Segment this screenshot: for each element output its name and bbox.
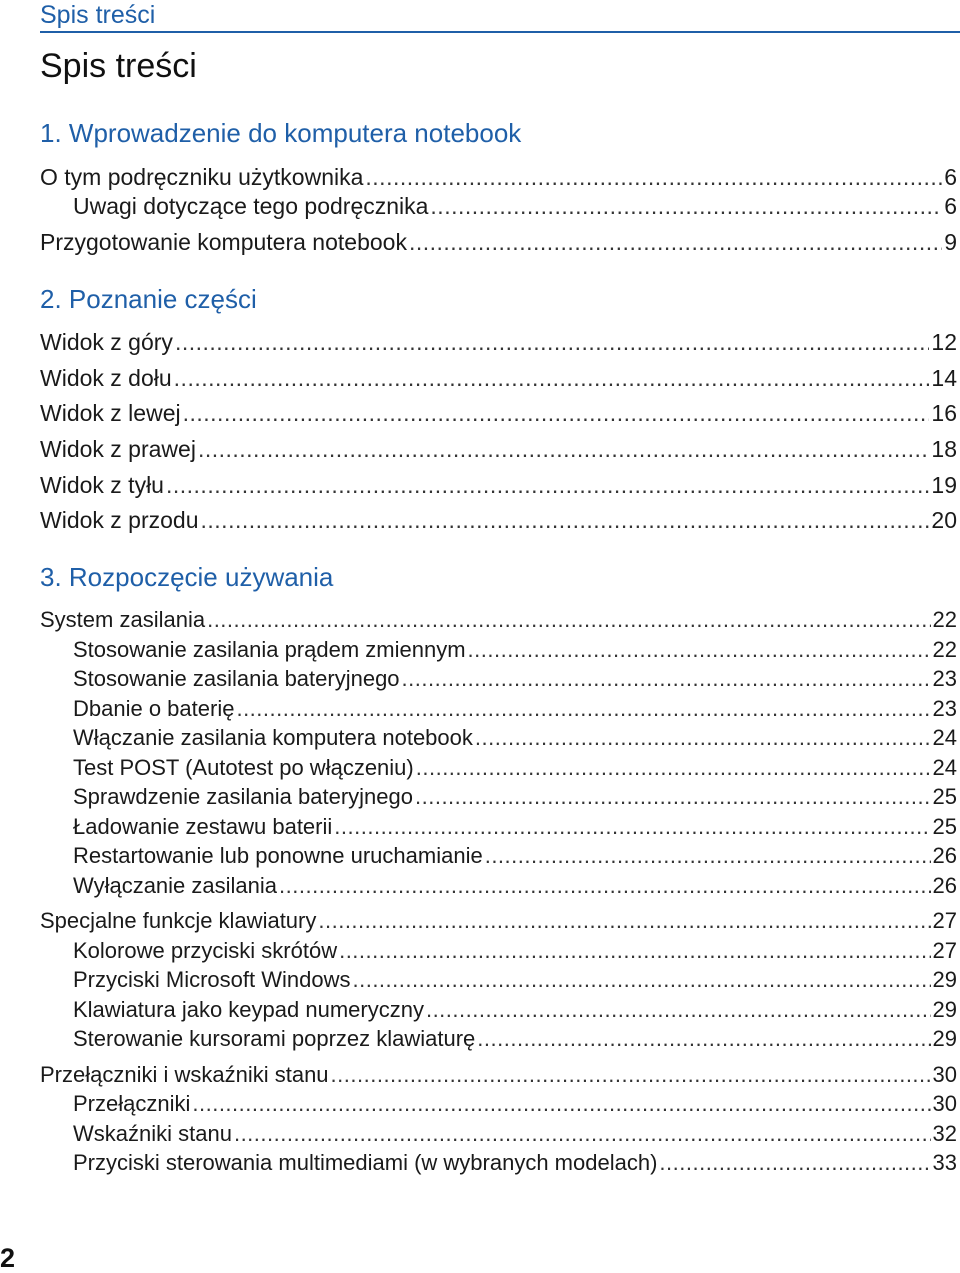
toc-entry-title: Sterowanie kursorami poprzez klawiaturę <box>73 1026 476 1051</box>
toc-entry-page: 6 <box>944 164 957 190</box>
toc-entry[interactable] <box>73 843 957 869</box>
toc-entry-title: Przygotowanie komputera notebook <box>40 229 407 255</box>
toc-entry-page: 20 <box>931 507 957 533</box>
toc-entry-page: 27 <box>932 938 957 963</box>
toc-leader <box>415 784 931 810</box>
toc-entry[interactable] <box>40 365 957 391</box>
toc-leader <box>234 1121 931 1147</box>
toc-leader <box>201 507 930 533</box>
toc-entry-title: Widok z góry <box>40 329 173 355</box>
toc-leader <box>174 365 930 391</box>
toc-entry[interactable] <box>40 472 957 498</box>
toc-entry-page: 23 <box>932 696 957 721</box>
toc-entry-page: 14 <box>931 365 957 391</box>
toc-leader <box>659 1150 930 1176</box>
section-heading-2[interactable]: 2. Poznanie części <box>40 284 257 314</box>
toc-leader <box>183 400 930 426</box>
toc-entry-title: Ładowanie zestawu baterii <box>73 814 333 839</box>
toc-entry[interactable] <box>40 908 957 934</box>
toc-leader <box>468 637 931 663</box>
toc-leader <box>279 873 931 899</box>
toc-entry[interactable] <box>73 1091 957 1117</box>
toc-leader <box>334 814 930 840</box>
toc-entry[interactable] <box>73 725 957 751</box>
toc-entry[interactable] <box>73 814 957 840</box>
toc-entry[interactable] <box>40 1062 957 1088</box>
toc-entry-page: 29 <box>932 997 957 1022</box>
toc-entry-page: 22 <box>932 637 957 662</box>
toc-leader <box>192 1091 930 1117</box>
toc-leader <box>416 755 931 781</box>
toc-leader <box>477 1026 930 1052</box>
toc-entry-title: Kolorowe przyciski skrótów <box>73 938 338 963</box>
toc-entry[interactable] <box>40 607 957 633</box>
toc-entry-page: 30 <box>932 1091 957 1116</box>
toc-entry-title: Widok z dołu <box>40 365 172 391</box>
toc-entry[interactable] <box>73 997 957 1023</box>
toc-entry-title: Przyciski sterowania multimediami (w wybranych modelach) <box>73 1150 658 1175</box>
toc-entry-title: Dbanie o baterię <box>73 696 235 721</box>
toc-entry-page: 27 <box>932 908 957 933</box>
page-number: 2 <box>0 1243 16 1273</box>
toc-entry-page: 33 <box>932 1150 957 1175</box>
toc-entry-title: Przełączniki <box>73 1091 191 1116</box>
page-title: Spis treści <box>40 47 197 85</box>
toc-entry-title: Wskaźniki stanu <box>73 1121 232 1146</box>
toc-entry-title: Restartowanie lub ponowne uruchamianie <box>73 843 483 868</box>
toc-entry[interactable] <box>73 938 957 964</box>
toc-entry-title: System zasilania <box>40 607 206 632</box>
toc-entry[interactable] <box>73 193 957 219</box>
toc-entry-page: 24 <box>932 725 957 750</box>
toc-entry-title: Klawiatura jako keypad numeryczny <box>73 997 424 1022</box>
toc-leader <box>352 967 930 993</box>
toc-leader <box>430 193 942 219</box>
toc-entry-page: 25 <box>932 814 957 839</box>
section-heading-1[interactable]: 1. Wprowadzenie do komputera notebook <box>40 118 522 148</box>
toc-entry-title: Specjalne funkcje klawiatury <box>40 908 317 933</box>
toc-leader <box>175 329 929 355</box>
toc-entry-page: 29 <box>932 1026 957 1051</box>
toc-entry-page: 18 <box>931 436 957 462</box>
toc-entry-title: Sprawdzenie zasilania bateryjnego <box>73 784 413 809</box>
toc-entry-title: Włączanie zasilania komputera notebook <box>73 725 473 750</box>
toc-entry-title: Przełączniki i wskaźniki stanu <box>40 1062 329 1087</box>
toc-entry[interactable] <box>73 637 957 663</box>
toc-leader <box>207 607 930 633</box>
toc-entry-page: 30 <box>932 1062 957 1087</box>
toc-entry-title: Stosowanie zasilania prądem zmiennym <box>73 637 466 662</box>
toc-entry[interactable] <box>40 229 957 255</box>
toc-entry-page: 9 <box>944 229 957 255</box>
running-header: Spis treści <box>40 1 156 29</box>
toc-entry-title: Widok z prawej <box>40 436 196 462</box>
toc-leader <box>318 908 930 934</box>
toc-entry[interactable] <box>73 873 957 899</box>
toc-entry[interactable] <box>40 164 957 190</box>
toc-entry[interactable] <box>40 329 957 355</box>
toc-entry[interactable] <box>73 784 957 810</box>
toc-entry-title: Przyciski Microsoft Windows <box>73 967 351 992</box>
toc-leader <box>475 725 931 751</box>
toc-entry-page: 23 <box>932 666 957 691</box>
section-heading-3[interactable]: 3. Rozpoczęcie używania <box>40 562 334 592</box>
toc-entry-page: 24 <box>932 755 957 780</box>
toc-entry[interactable] <box>40 400 957 426</box>
toc-entry-page: 16 <box>931 400 957 426</box>
toc-leader <box>339 938 930 964</box>
toc-leader <box>409 229 942 255</box>
toc-leader <box>166 472 929 498</box>
toc-entry-page: 32 <box>932 1121 957 1146</box>
toc-entry[interactable] <box>73 755 957 781</box>
toc-entry[interactable] <box>73 696 957 722</box>
toc-entry-page: 26 <box>932 873 957 898</box>
toc-leader <box>426 997 931 1023</box>
toc-entry-title: Widok z tyłu <box>40 472 164 498</box>
toc-entry-page: 6 <box>944 193 957 219</box>
toc-leader <box>365 164 942 190</box>
toc-entry[interactable] <box>73 1121 957 1147</box>
toc-entry-title: Test POST (Autotest po włączeniu) <box>73 755 414 780</box>
toc-entry-page: 29 <box>932 967 957 992</box>
toc-entry[interactable] <box>40 436 957 462</box>
toc-entry-page: 25 <box>932 784 957 809</box>
toc-entry[interactable] <box>73 1150 957 1176</box>
toc-leader <box>485 843 931 869</box>
toc-entry-title: Wyłączanie zasilania <box>73 873 278 898</box>
toc-entry-page: 26 <box>932 843 957 868</box>
toc-entry-title: O tym podręczniku użytkownika <box>40 164 364 190</box>
toc-entry-page: 12 <box>931 329 957 355</box>
toc-leader <box>236 696 930 722</box>
toc-entry-title: Stosowanie zasilania bateryjnego <box>73 666 400 691</box>
toc-entry-page: 22 <box>932 607 957 632</box>
toc-leader <box>198 436 929 462</box>
toc-entry-title: Widok z przodu <box>40 507 199 533</box>
toc-leader <box>402 666 931 692</box>
toc-entry[interactable] <box>40 507 957 533</box>
toc-entry[interactable] <box>73 967 957 993</box>
toc-entry-page: 19 <box>931 472 957 498</box>
toc-leader <box>331 1062 931 1088</box>
toc-entry[interactable] <box>73 1026 957 1052</box>
toc-entry-title: Widok z lewej <box>40 400 181 426</box>
toc-entry[interactable] <box>73 666 957 692</box>
toc-entry-title: Uwagi dotyczące tego podręcznika <box>73 193 429 219</box>
